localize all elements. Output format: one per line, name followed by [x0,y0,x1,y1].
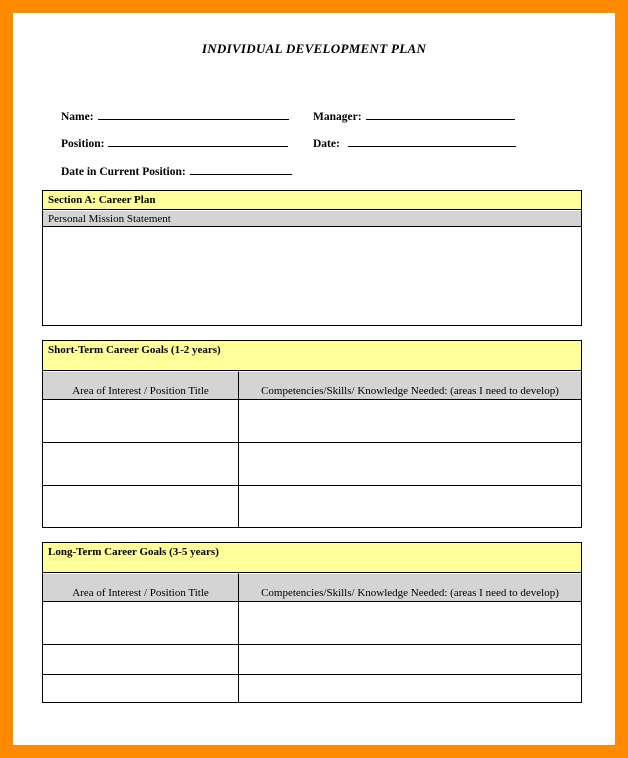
short-term-goals-table [42,340,582,528]
mission-statement-label: Personal Mission Statement [43,210,581,227]
position-line[interactable] [108,136,288,147]
long-term-grid [43,573,581,702]
short-term-header: Short-Term Career Goals (1-2 years) [43,341,581,371]
long-term-row2-area[interactable] [43,645,239,675]
section-a-box [42,190,582,326]
long-term-row3-competencies[interactable] [239,675,581,702]
date-label: Date: [313,138,340,150]
manager-line[interactable] [366,109,515,120]
manager-label: Manager: [313,111,362,123]
short-term-row1-area[interactable] [43,400,239,443]
date-in-position-field[interactable] [61,164,292,178]
long-term-row1-area[interactable] [43,602,239,645]
short-term-grid [43,371,581,527]
name-label: Name: [61,111,94,123]
long-term-col-competencies: Competencies/Skills/ Knowledge Needed: (areas I need to develop) [239,573,581,602]
short-term-row3-area[interactable] [43,486,239,527]
date-in-position-label: Date in Current Position: [61,166,186,178]
name-line[interactable] [98,109,289,120]
date-field[interactable] [313,136,516,150]
short-term-row2-competencies[interactable] [239,443,581,486]
long-term-col-area: Area of Interest / Position Title [43,573,239,602]
long-term-row3-area[interactable] [43,675,239,702]
long-term-row2-competencies[interactable] [239,645,581,675]
manager-field[interactable] [313,109,515,123]
position-label: Position: [61,138,105,150]
short-term-col-competencies: Competencies/Skills/ Knowledge Needed: (areas I need to develop) [239,371,581,400]
date-in-position-line[interactable] [190,164,292,175]
long-term-row1-competencies[interactable] [239,602,581,645]
short-term-col-area: Area of Interest / Position Title [43,371,239,400]
name-field[interactable] [61,109,289,123]
section-a-header: Section A: Career Plan [43,191,581,210]
page-title: INDIVIDUAL DEVELOPMENT PLAN [201,41,427,56]
short-term-row3-competencies[interactable] [239,486,581,527]
date-line[interactable] [348,136,516,147]
short-term-row1-competencies[interactable] [239,400,581,443]
short-term-row2-area[interactable] [43,443,239,486]
long-term-goals-table [42,542,582,703]
long-term-header: Long-Term Career Goals (3-5 years) [43,543,581,573]
document-page [13,13,615,745]
position-field[interactable] [61,136,288,150]
mission-statement-input[interactable] [43,227,581,324]
